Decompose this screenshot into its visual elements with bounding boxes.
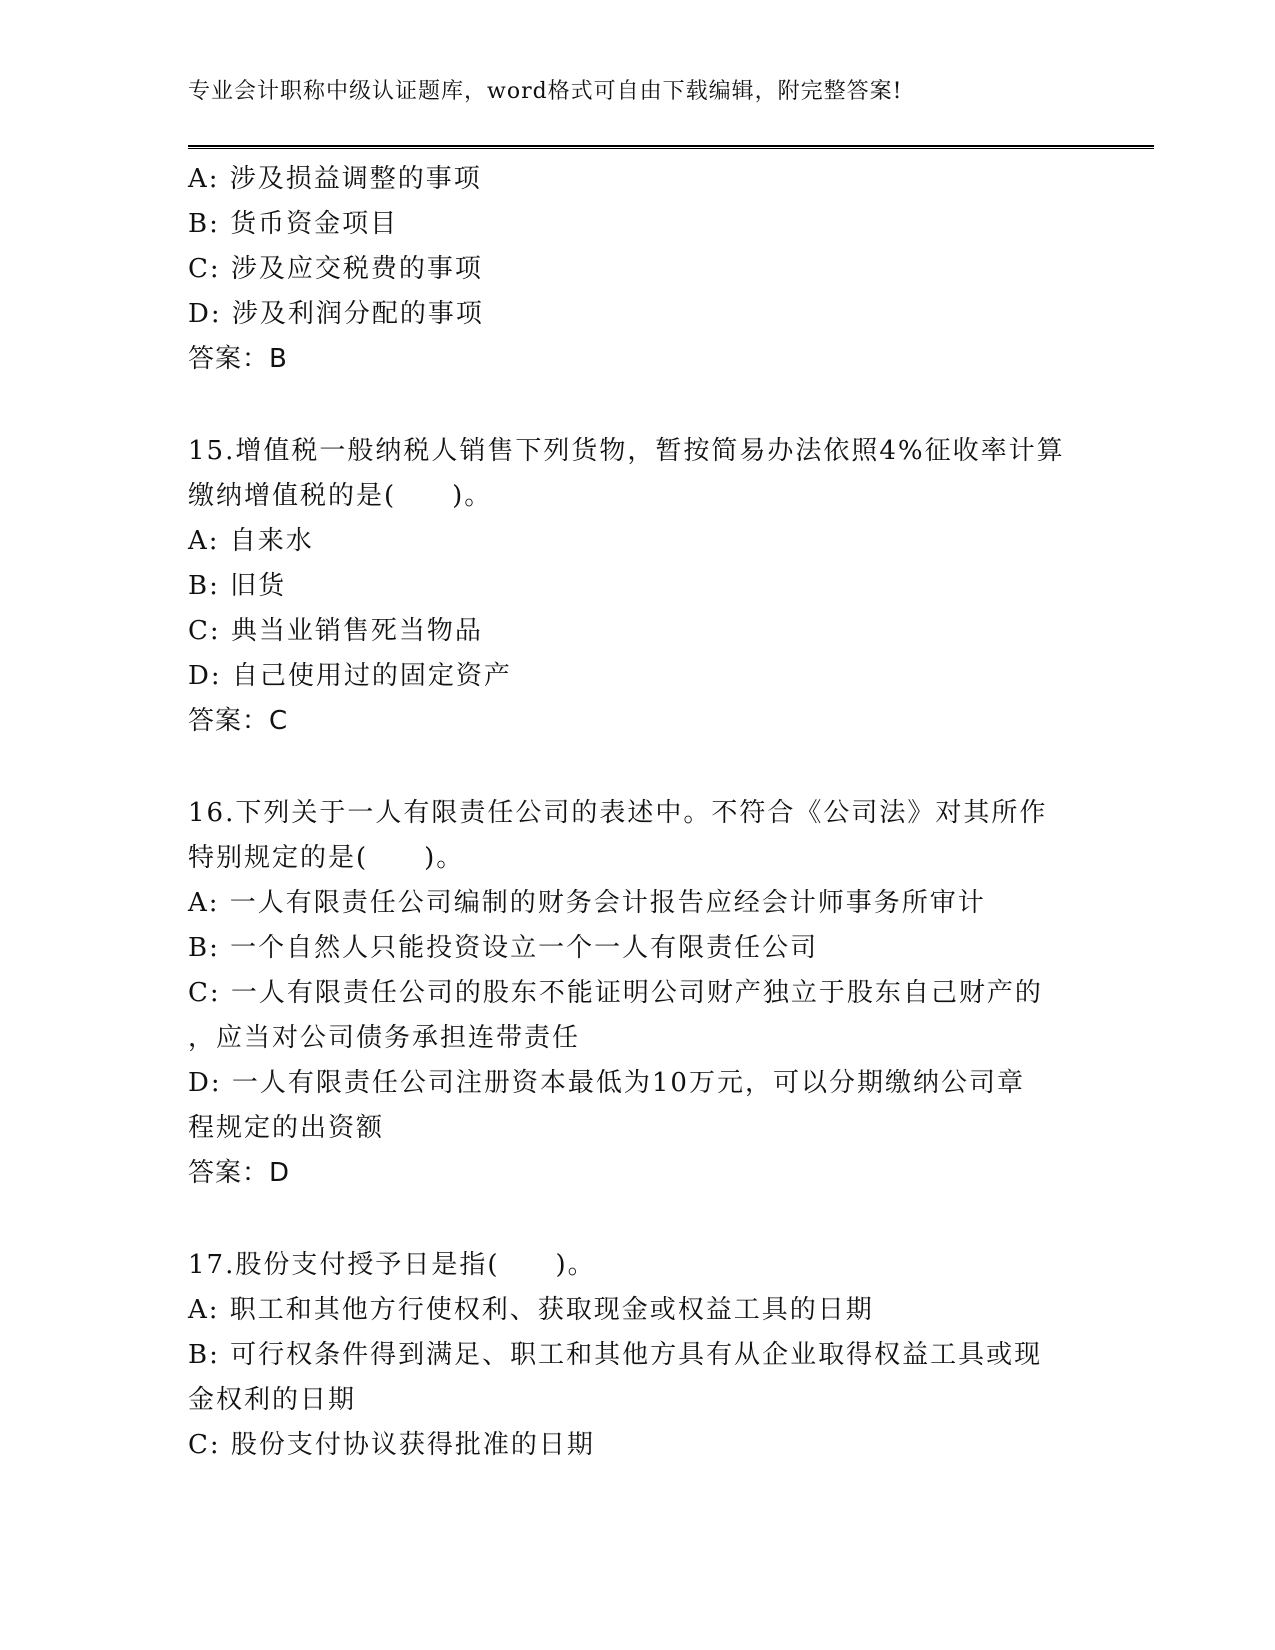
option-d-cont: 程规定的出资额: [188, 1113, 385, 1143]
answer: 答案：C: [188, 706, 289, 736]
option-b: B: 旧货: [188, 571, 287, 601]
answer: 答案：D: [188, 1158, 291, 1188]
option-a: A: 一人有限责任公司编制的财务会计报告应经会计师事务所审计: [188, 888, 986, 918]
question-15: [188, 429, 1088, 744]
spacer: [188, 744, 1088, 791]
header-divider: [188, 145, 1154, 149]
question-17: [188, 1243, 1088, 1468]
option-b: B: 一个自然人只能投资设立一个一人有限责任公司: [188, 933, 819, 963]
option-a: A: 自来水: [188, 526, 314, 556]
option-b-cont: 金权利的日期: [188, 1385, 357, 1415]
question-content: [188, 157, 1088, 1468]
option-c: C: 股份支付协议获得批准的日期: [188, 1430, 595, 1460]
question-16: [188, 791, 1088, 1196]
option-b: B: 可行权条件得到满足、职工和其他方具有从企业取得权益工具或现: [188, 1340, 1043, 1370]
option-d: D: 涉及利润分配的事项: [188, 299, 484, 329]
question-14: [188, 157, 1088, 382]
option-c: C: 涉及应交税费的事项: [188, 254, 483, 284]
option-a: A: 涉及损益调整的事项: [188, 164, 482, 194]
option-d: D: 一人有限责任公司注册资本最低为10万元，可以分期缴纳公司章: [188, 1068, 1025, 1098]
question-stem-cont: 特别规定的是( )。: [188, 843, 465, 873]
option-c: C: 典当业销售死当物品: [188, 616, 483, 646]
page-header: 专业会计职称中级认证题库，word格式可自由下载编辑，附完整答案!: [188, 79, 903, 104]
question-stem: 17.股份支付授予日是指( )。: [188, 1250, 596, 1280]
question-stem-cont: 缴纳增值税的是( )。: [188, 481, 493, 511]
option-b: B: 货币资金项目: [188, 209, 399, 239]
question-stem: 16.下列关于一人有限责任公司的表述中。不符合《公司法》对其所作: [188, 798, 1048, 828]
option-a: A: 职工和其他方行使权利、获取现金或权益工具的日期: [188, 1295, 874, 1325]
option-d: D: 自己使用过的固定资产: [188, 661, 512, 691]
option-c-cont: ，应当对公司债务承担连带责任: [188, 1023, 581, 1053]
question-stem: 15.增值税一般纳税人销售下列货物，暂按简易办法依照4%征收率计算: [188, 436, 1065, 466]
answer: 答案：B: [188, 344, 288, 374]
spacer: [188, 382, 1088, 429]
option-c: C: 一人有限责任公司的股东不能证明公司财产独立于股东自己财产的: [188, 978, 1043, 1008]
spacer: [188, 1196, 1088, 1243]
